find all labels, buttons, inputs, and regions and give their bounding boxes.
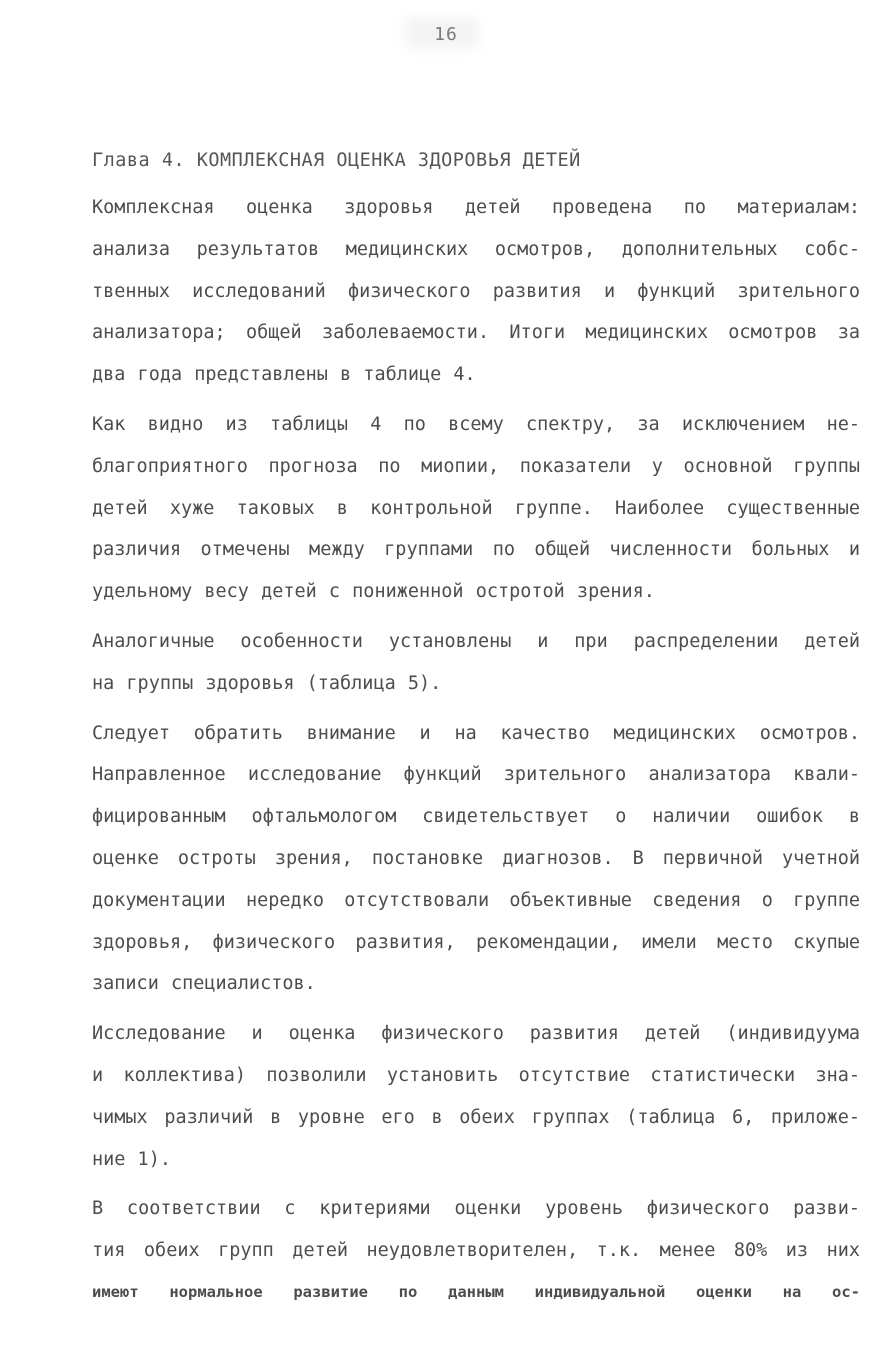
text-line: анализа результатов медицинских осмотров, дополнительных собс- bbox=[92, 238, 860, 260]
paragraph bbox=[36, 404, 860, 613]
text-line: фицированным офтальмологом свидетельствует о наличии ошибок в bbox=[92, 806, 860, 828]
text-line: различия отмечены между группами по общей численности больных и bbox=[92, 539, 860, 561]
text-line: ние 1). bbox=[92, 1148, 171, 1170]
text-line: на группы здоровья (таблица 5). bbox=[92, 672, 442, 694]
text-line: два года представлены в таблице 4. bbox=[92, 364, 476, 386]
text-line: имеют нормальное развитие по данным индивидуальной оценки на ос- bbox=[92, 1282, 860, 1301]
text-line: В соответствии с критериями оценки уровень физического разви- bbox=[92, 1198, 860, 1220]
paragraph bbox=[36, 187, 860, 396]
text-line: Комплексная оценка здоровья детей проведена по материалам: bbox=[92, 197, 860, 218]
text-line: записи специалистов. bbox=[92, 973, 316, 995]
paragraph bbox=[36, 621, 860, 705]
text-line: здоровья, физического развития, рекомендации, имели место скупые bbox=[92, 931, 860, 953]
text-line: документации нередко отсутствовали объективные сведения о группе bbox=[92, 889, 860, 911]
text-line: Аналогичные особенности установлены и при распределении детей bbox=[92, 630, 860, 652]
paragraph bbox=[36, 1013, 860, 1180]
text-line: Как видно из таблицы 4 по всему спектру, за исключением не- bbox=[92, 413, 860, 435]
text-line: детей хуже таковых в контрольной группе. Наиболее существенные bbox=[92, 497, 860, 519]
text-line: и коллектива) позволили установить отсутствие статистически зна- bbox=[92, 1064, 860, 1086]
text-line: Направленное исследование функций зрительного анализатора квали- bbox=[92, 764, 860, 786]
text-line: оценке остроты зрения, постановке диагнозов. В первичной учетной bbox=[92, 847, 860, 869]
text-line: благоприятного прогноза по миопии, показатели у основной группы bbox=[92, 455, 860, 477]
document-body bbox=[36, 145, 860, 1322]
chapter-title: Глава 4. КОМПЛЕКСНАЯ ОЦЕНКА ЗДОРОВЬЯ ДЕТЕЙ bbox=[92, 150, 581, 171]
text-line: чимых различий в уровне его в обеих группах (таблица 6, приложе- bbox=[92, 1106, 860, 1128]
text-line: тия обеих групп детей неудовлетворителен, т.к. менее 80% из них bbox=[92, 1240, 860, 1262]
text-line: Исследование и оценка физического развития детей (индивидуума bbox=[92, 1023, 860, 1045]
page-number: 16 bbox=[434, 24, 458, 45]
text-line: твенных исследований физического развития и функций зрительного bbox=[92, 280, 860, 302]
paragraph bbox=[36, 1188, 860, 1313]
text-line: удельному весу детей с пониженной остротой зрения. bbox=[92, 581, 655, 603]
text-line: анализатора; общей заболеваемости. Итоги медицинских осмотров за bbox=[92, 322, 860, 344]
paragraph bbox=[36, 713, 860, 1006]
text-line: Следует обратить внимание и на качество медицинских осмотров. bbox=[92, 722, 860, 744]
